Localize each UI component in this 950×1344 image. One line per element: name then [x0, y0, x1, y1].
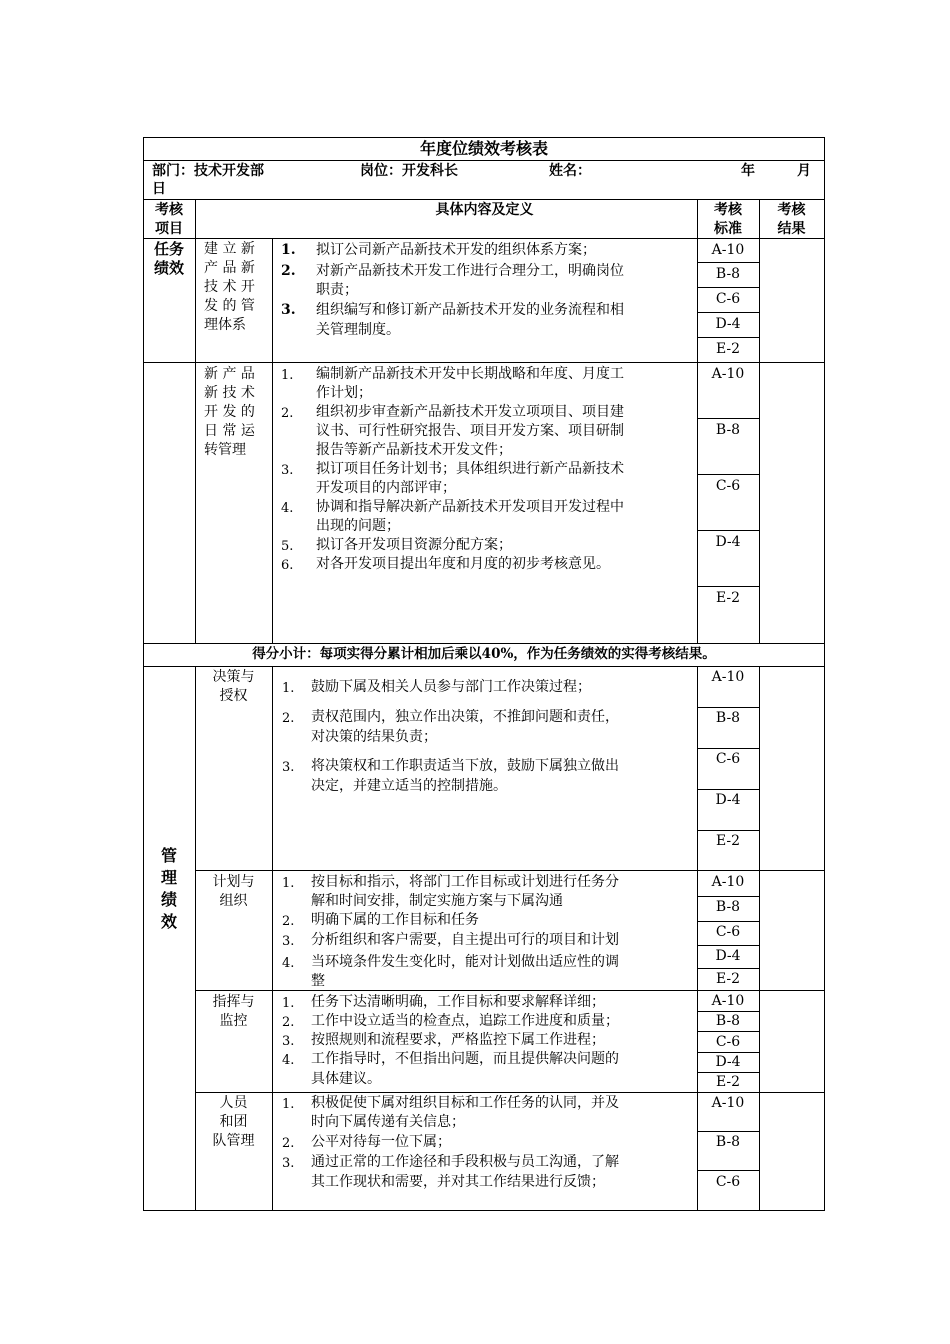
mgmt-sec2-name [195, 873, 272, 911]
name-line: 开 发 的 [204, 404, 255, 420]
item-text: 解和时间安排，制定实施方案与下属沟通 [311, 893, 563, 909]
post-label: 岗位：开发科长 [360, 163, 458, 179]
rule [195, 870, 825, 871]
item-text: 工作中设立适当的检查点，追踪工作进度和质量； [311, 1013, 619, 1029]
rule [195, 199, 196, 644]
rule [143, 666, 825, 667]
item-text: 拟订各开发项目资源分配方案； [316, 537, 512, 553]
item-text: 决定，并建立适当的控制措施。 [311, 778, 507, 794]
rule [824, 137, 825, 1211]
grade-e: E-2 [715, 833, 741, 849]
item-text: 时向下属传递有关信息； [311, 1114, 465, 1130]
item-number: 3. [282, 1156, 295, 1171]
name-line: 建 立 新 [204, 241, 255, 257]
rule [195, 990, 825, 991]
year-label: 年 [741, 163, 755, 179]
item-text: 对新产品新技术开发工作进行合理分工，明确岗位 [316, 263, 624, 279]
item-number: 3. [282, 760, 295, 775]
item-number: 1. [281, 242, 296, 258]
item-number: 5. [281, 539, 294, 554]
name-line: 产 品 新 [204, 260, 255, 276]
mgmt-label-char: 理 [160, 868, 177, 887]
name-line: 组织 [219, 893, 248, 909]
header-standard-line: 标准 [714, 221, 742, 237]
rule [697, 789, 759, 790]
name-line: 计划与 [212, 874, 255, 890]
grade-e: E-2 [715, 590, 741, 606]
item-text: 报告等新产品新技术开发文件； [316, 442, 512, 458]
page-title: 年度位绩效考核表 [419, 139, 548, 158]
item-text: 组织编写和修订新产品新技术开发的业务流程和相 [316, 302, 624, 318]
name-line: 理体系 [204, 317, 246, 333]
subtotal-note: 得分小计：每项实得分累计相加后乘以40%，作为任务绩效的实得考核结果。 [252, 646, 716, 662]
grade-b: B-8 [715, 899, 741, 915]
grade-c: C-6 [715, 1174, 741, 1190]
header-item-line: 项目 [155, 221, 183, 237]
task-label-line: 绩效 [153, 259, 184, 277]
mgmt-label [143, 845, 195, 933]
grade-a: A-10 [711, 993, 745, 1009]
rule [697, 474, 759, 475]
grade-b: B-8 [715, 1013, 741, 1029]
rule [143, 160, 825, 161]
item-text: 将决策权和工作职责适当下放，鼓励下属独立做出 [311, 758, 619, 774]
grade-b: B-8 [715, 710, 741, 726]
name-line: 日 常 运 [204, 423, 255, 439]
grade-a: A-10 [711, 874, 745, 890]
rule [195, 1092, 825, 1093]
grade-c: C-6 [715, 291, 741, 307]
item-text: 通过正常的工作途径和手段积极与员工沟通，了解 [311, 1154, 619, 1170]
rule [697, 968, 759, 969]
item-text: 组织初步审查新产品新技术开发立项项目、项目建 [316, 404, 624, 420]
grade-b: B-8 [715, 422, 741, 438]
item-text: 作计划； [316, 385, 372, 401]
item-text: 任务下达清晰明确，工作目标和要求解释详细； [311, 994, 605, 1010]
mgmt-sec4-name [195, 1094, 272, 1151]
item-text: 出现的问题； [316, 518, 400, 534]
item-number: 1. [282, 996, 295, 1011]
item-number: 2. [282, 1136, 295, 1151]
name-line: 发 的 管 [204, 298, 255, 314]
item-text: 对各开发项目提出年度和月度的初步考核意见。 [316, 556, 610, 572]
rule [697, 748, 759, 749]
item-text: 议书、可行性研究报告、项目开发方案、项目研制 [316, 423, 624, 439]
item-text: 当环境条件发生变化时，能对计划做出适应性的调 [311, 954, 619, 970]
name-line: 授权 [219, 688, 248, 704]
item-text: 关管理制度。 [316, 322, 400, 338]
item-text: 按目标和指示，将部门工作目标或计划进行任务分 [311, 874, 619, 890]
item-text: 协调和指导解决新产品新技术开发项目开发过程中 [316, 499, 624, 515]
header-standard [697, 201, 759, 239]
item-text: 工作指导时，不但指出问题，而且提供解决问题的 [311, 1051, 619, 1067]
mgmt-sec1-name [195, 668, 272, 706]
grade-d: D-4 [715, 316, 741, 332]
mgmt-sec3-name [195, 993, 272, 1031]
item-text: 对决策的结果负责； [311, 729, 437, 745]
item-number: 2. [282, 914, 295, 929]
item-text: 公平对待每一位下属； [311, 1134, 451, 1150]
rule [143, 137, 825, 138]
grade-e: E-2 [715, 971, 741, 987]
item-text: 职责； [316, 282, 358, 298]
header-result [759, 201, 824, 239]
grade-d: D-4 [715, 792, 741, 808]
rule [697, 530, 759, 531]
name-line: 监控 [219, 1013, 248, 1029]
rule [697, 830, 759, 831]
header-item [143, 201, 195, 239]
rule [759, 666, 760, 1211]
grade-a: A-10 [711, 242, 745, 258]
grade-e: E-2 [715, 341, 741, 357]
item-number: 3. [282, 1034, 295, 1049]
rule [143, 643, 825, 644]
item-number: 1. [281, 368, 294, 383]
name-line: 决策与 [212, 669, 255, 685]
rule [697, 586, 759, 587]
grade-a: A-10 [711, 366, 745, 382]
item-number: 4. [282, 1053, 295, 1068]
name-line: 和团 [219, 1114, 248, 1130]
item-text: 积极促使下属对组织目标和工作任务的认同，并及 [311, 1095, 619, 1111]
rule [697, 337, 759, 338]
item-number: 1. [282, 681, 295, 696]
grade-c: C-6 [715, 478, 741, 494]
item-number: 1. [282, 1097, 295, 1112]
rule [143, 137, 144, 1211]
grade-b: B-8 [715, 266, 741, 282]
grade-d: D-4 [715, 534, 741, 550]
name-line: 人员 [219, 1095, 248, 1111]
header-content: 具体内容及定义 [435, 202, 534, 218]
name-label: 姓名： [549, 163, 591, 179]
name-line: 新 产 品 [204, 366, 255, 382]
item-text: 开发项目的内部评审； [316, 480, 456, 496]
item-text: 拟订公司新产品新技术开发的组织体系方案； [316, 242, 596, 258]
rule [697, 896, 759, 897]
task-sec1-name [204, 240, 255, 335]
grade-d: D-4 [715, 948, 741, 964]
item-text: 分析组织和客户需要，自主提出可行的项目和计划 [311, 932, 619, 948]
item-text: 鼓励下属及相关人员参与部门工作决策过程； [311, 679, 591, 695]
rule [697, 312, 759, 313]
header-item-line: 考核 [155, 202, 183, 218]
rule [697, 287, 759, 288]
rule [697, 1031, 759, 1032]
item-text: 具体建议。 [311, 1071, 381, 1087]
item-number: 3. [281, 302, 296, 318]
grade-a: A-10 [711, 1095, 745, 1111]
rule [272, 238, 273, 644]
mgmt-label-char: 绩 [160, 890, 177, 909]
rule [697, 945, 759, 946]
name-line: 队管理 [212, 1133, 255, 1149]
item-number: 4. [282, 956, 295, 971]
month-label: 月 [797, 163, 811, 179]
rule [697, 262, 759, 263]
dept-label: 部门：技术开发部 [152, 163, 264, 179]
item-text: 明确下属的工作目标和任务 [311, 912, 479, 928]
task-sec2-name [204, 365, 255, 460]
task-label [143, 240, 195, 278]
task-label-line: 任务 [153, 240, 184, 258]
item-number: 4. [281, 501, 294, 516]
name-line: 指挥与 [212, 994, 255, 1010]
mgmt-label-char: 管 [160, 846, 177, 865]
name-line: 转管理 [204, 442, 246, 458]
item-text: 责权范围内，独立作出决策，不推卸问题和责任， [311, 709, 619, 725]
item-number: 3. [281, 463, 294, 478]
rule [143, 199, 825, 200]
header-result-line: 考核 [777, 202, 806, 218]
grade-a: A-10 [711, 669, 745, 685]
rule [697, 1170, 759, 1171]
item-number: 1. [282, 876, 295, 891]
header-standard-line: 考核 [714, 202, 742, 218]
rule [759, 199, 760, 644]
item-text: 编制新产品新技术开发中长期战略和年度、月度工 [316, 366, 624, 382]
name-line: 新 技 术 [204, 385, 255, 401]
rule [697, 1131, 759, 1132]
name-line: 技 术 开 [204, 279, 255, 295]
rule [143, 1210, 825, 1211]
grade-b: B-8 [715, 1134, 741, 1150]
rule [697, 707, 759, 708]
rule [272, 666, 273, 1211]
grade-c: C-6 [715, 1034, 741, 1050]
item-number: 6. [281, 558, 294, 573]
grade-d: D-4 [715, 1054, 741, 1070]
grade-c: C-6 [715, 924, 741, 940]
rule [697, 418, 759, 419]
item-number: 2. [281, 263, 296, 279]
item-number: 2. [281, 406, 294, 421]
rule [697, 921, 759, 922]
header-result-line: 结果 [777, 221, 806, 237]
item-text: 按照规则和流程要求，严格监控下属工作进程； [311, 1032, 605, 1048]
item-number: 2. [282, 1015, 295, 1030]
rule [143, 362, 825, 363]
item-number: 3. [282, 934, 295, 949]
grade-e: E-2 [715, 1074, 741, 1090]
item-text: 其工作现状和需要，并对其工作结果进行反馈； [311, 1174, 605, 1190]
item-number: 2. [282, 711, 295, 726]
item-text: 整 [311, 973, 325, 989]
mgmt-label-char: 效 [160, 912, 177, 931]
item-text: 拟订项目任务计划书；具体组织进行新产品新技术 [316, 461, 624, 477]
day-label: 日 [152, 181, 166, 197]
grade-c: C-6 [715, 751, 741, 767]
